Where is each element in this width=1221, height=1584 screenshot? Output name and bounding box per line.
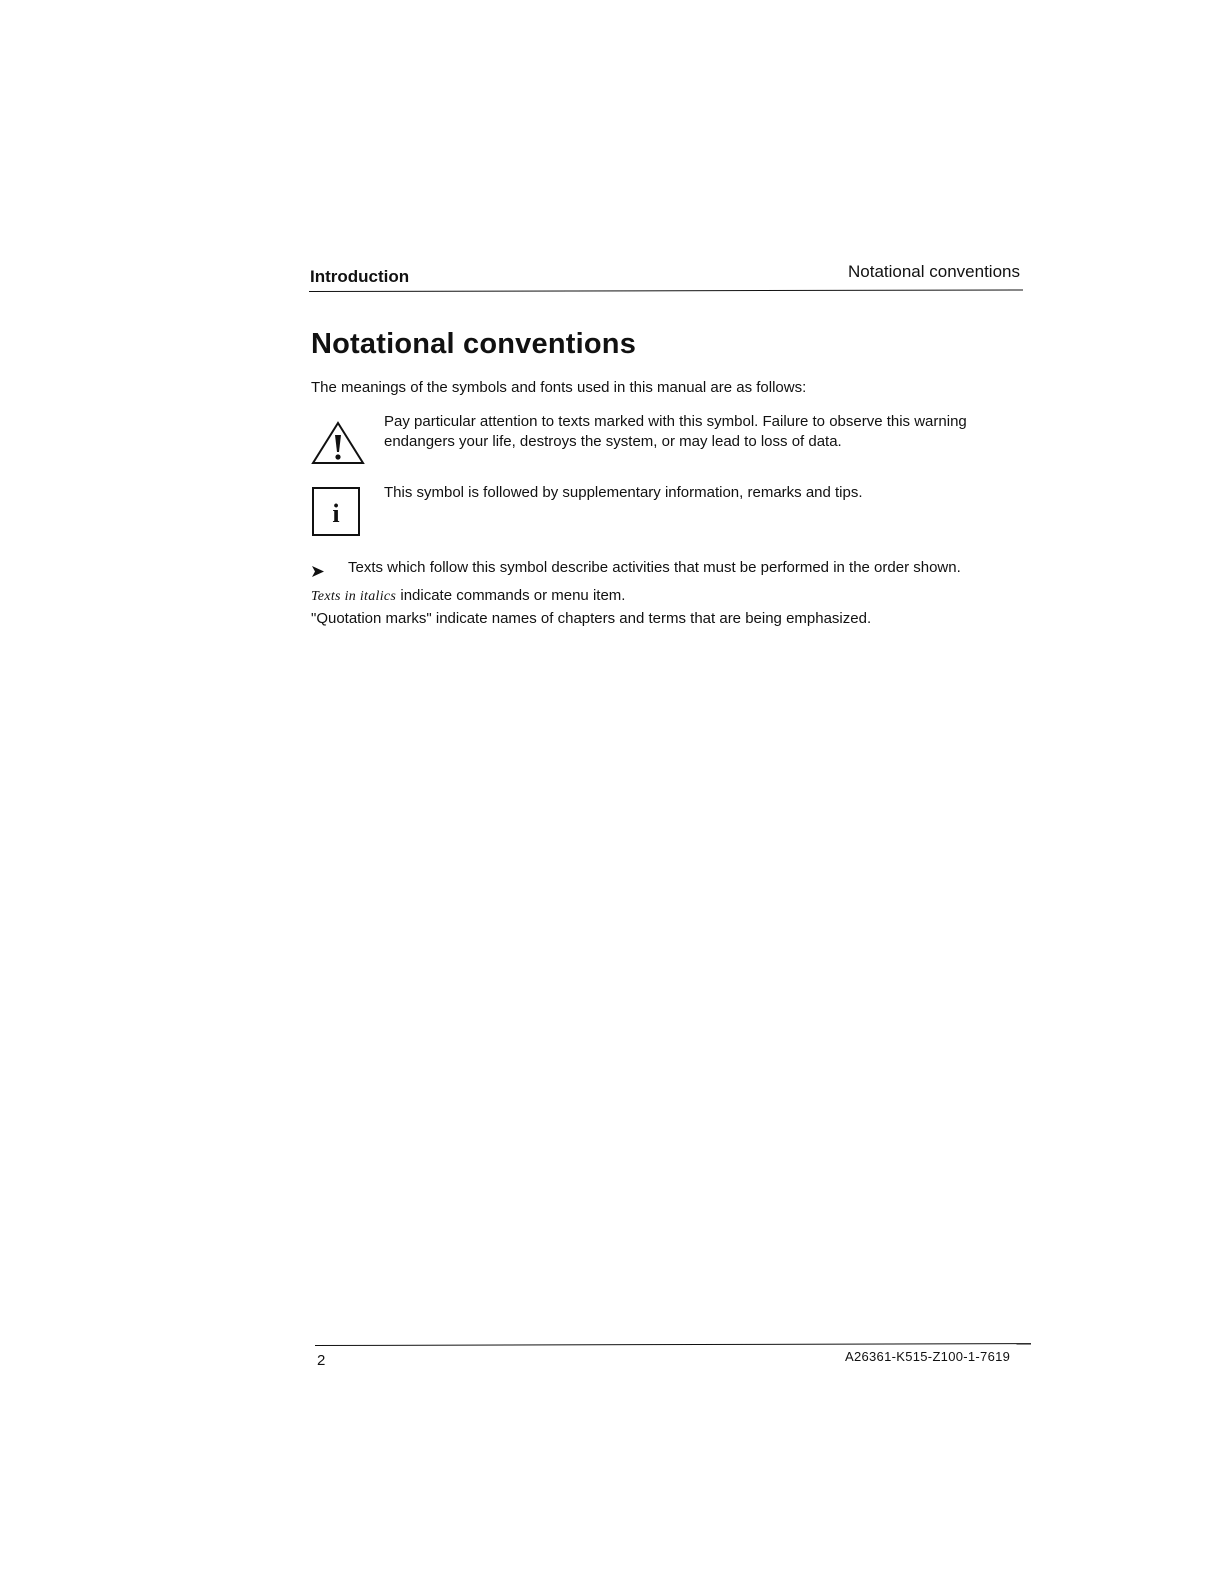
running-header xyxy=(309,262,1022,292)
italics-convention xyxy=(311,587,625,605)
header-section: Introduction xyxy=(310,267,410,286)
italics-sample: Texts in italics xyxy=(311,589,397,604)
warning-triangle-icon xyxy=(311,421,365,465)
italics-text: indicate commands or menu item. xyxy=(396,587,626,604)
step-text: Texts which follow this symbol describe activities that must be performed in the order shown. xyxy=(348,559,961,576)
document-id: A26361-K515-Z100-1-7619 xyxy=(845,1349,1011,1364)
warning-text: Pay particular attention to texts marked with this symbol. Failure to observe this warning endangers your life, destroys the system, or may lead to loss of data. xyxy=(384,413,967,450)
info-box-icon: i xyxy=(312,487,360,536)
arrow-right-icon xyxy=(312,566,324,577)
info-text: This symbol is followed by supplementary information, remarks and tips. xyxy=(384,484,863,501)
page-title: Notational conventions xyxy=(311,328,637,360)
header-chapter: Notational conventions xyxy=(847,262,1020,281)
quotation-convention: "Quotation marks" indicate names of chapters and terms that are being emphasized. xyxy=(311,610,872,627)
page-number: 2 xyxy=(317,1352,326,1369)
footer-rule xyxy=(315,1343,1031,1346)
intro-text: The meanings of the symbols and fonts used in this manual are as follows: xyxy=(311,379,807,396)
